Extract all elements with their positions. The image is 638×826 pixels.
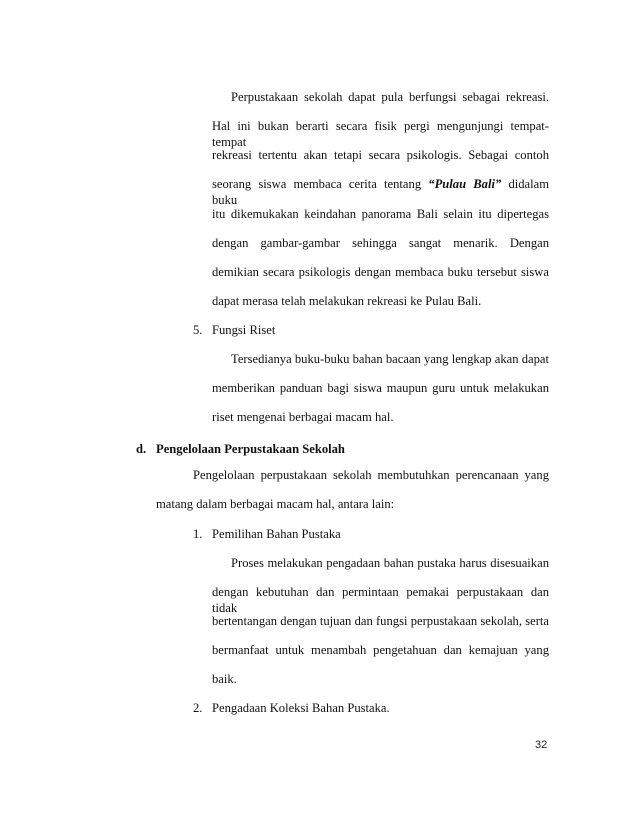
paragraph-line: baik.	[212, 672, 237, 686]
section-label: d.	[136, 442, 147, 456]
paragraph-line: Proses melakukan pengadaan bahan pustaka harus disesuaikan	[231, 556, 549, 570]
paragraph-line-with-emphasis	[212, 176, 549, 208]
list-item-number: 5.	[193, 323, 203, 337]
paragraph-line: matang dalam berbagai macam hal, antara lain:	[156, 497, 395, 511]
paragraph-line: dengan gambar-gambar sehingga sangat menarik. Dengan	[212, 236, 549, 250]
paragraph-line: bermanfaat untuk menambah pengetahuan dan kemajuan yang	[212, 643, 549, 657]
paragraph-text: didalam buku	[212, 177, 550, 207]
list-item-number: 2.	[193, 701, 203, 715]
paragraph-line: Hal ini bukan berarti secara fisik pergi mengunjungi tempat-tempat	[212, 119, 549, 149]
paragraph-line: bertentangan dengan tujuan dan fungsi perpustakaan sekolah, serta	[212, 614, 549, 628]
section-heading: Pengelolaan Perpustakaan Sekolah	[156, 442, 345, 456]
paragraph-line: Pengelolaan perpustakaan sekolah membutuhkan perencanaan yang	[193, 468, 549, 482]
list-item-title: Pemilihan Bahan Pustaka	[212, 527, 341, 541]
paragraph-line: dapat merasa telah melakukan rekreasi ke Pulau Bali.	[212, 294, 482, 308]
paragraph-line: demikian secara psikologis dengan membaca buku tersebut siswa	[212, 265, 549, 279]
paragraph-line: Perpustakaan sekolah dapat pula berfungsi sebagai rekreasi.	[231, 90, 549, 104]
emphasized-title: “Pulau Bali”	[428, 177, 502, 191]
paragraph-line: Tersedianya buku-buku bahan bacaan yang lengkap akan dapat	[231, 352, 549, 366]
page-number: 32	[535, 739, 548, 751]
paragraph-line: memberikan panduan bagi siswa maupun guru untuk melakukan	[212, 381, 549, 395]
list-item-number: 1.	[193, 527, 203, 541]
paragraph-line: dengan kebutuhan dan permintaan pemakai perpustakaan dan tidak	[212, 585, 549, 615]
list-item-title: Pengadaan Koleksi Bahan Pustaka.	[212, 701, 390, 715]
paragraph-line: riset mengenai berbagai macam hal.	[212, 410, 394, 424]
list-item-title: Fungsi Riset	[212, 323, 276, 337]
paragraph-line: rekreasi tertentu akan tetapi secara psikologis. Sebagai contoh	[212, 148, 549, 162]
paragraph-text: seorang siswa membaca cerita tentang	[212, 177, 429, 191]
paragraph-line: itu dikemukakan keindahan panorama Bali selain itu dipertegas	[212, 207, 549, 221]
